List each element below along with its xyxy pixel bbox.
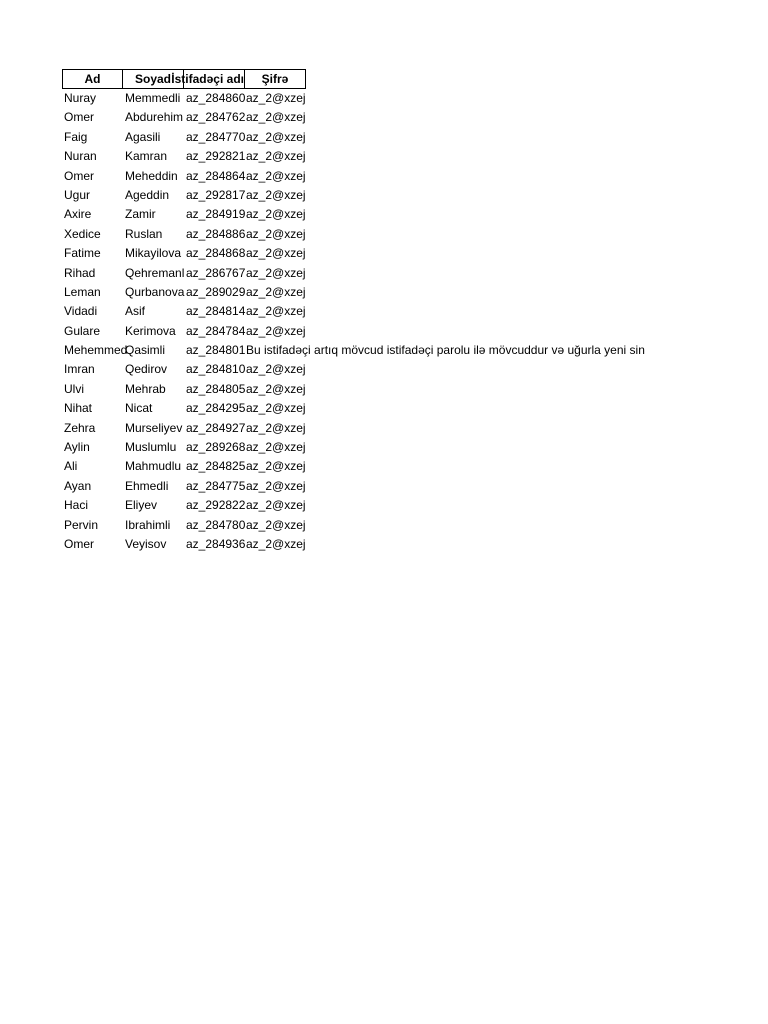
cell-pass[interactable]: az_2@xzej bbox=[246, 207, 306, 222]
cell-soyad[interactable]: Kerimova bbox=[125, 323, 176, 338]
table-row bbox=[62, 225, 762, 244]
cell-pass[interactable]: az_2@xzej bbox=[246, 187, 306, 202]
cell-pass[interactable]: Bu istifadəçi artıq mövcud istifadəçi parolu ilə mövcuddur və uğurla yeni sin bbox=[246, 343, 645, 358]
cell-user[interactable]: az_284814 bbox=[186, 304, 246, 319]
cell-pass[interactable]: az_2@xzej bbox=[246, 478, 306, 493]
table-row bbox=[62, 264, 762, 283]
cell-user[interactable]: az_284780 bbox=[186, 517, 246, 532]
cell-ad[interactable]: Imran bbox=[64, 362, 95, 377]
cell-pass[interactable]: az_2@xzej bbox=[246, 381, 306, 396]
table-row bbox=[62, 419, 762, 438]
cell-user[interactable]: az_284810 bbox=[186, 362, 246, 377]
cell-ad[interactable]: Fatime bbox=[64, 246, 101, 261]
cell-pass[interactable]: az_2@xzej bbox=[246, 536, 306, 551]
table-row bbox=[62, 147, 762, 166]
table-row bbox=[62, 167, 762, 186]
spreadsheet bbox=[62, 69, 762, 554]
cell-soyad[interactable]: Asif bbox=[125, 304, 146, 319]
cell-pass[interactable]: az_2@xzej bbox=[246, 265, 306, 280]
cell-user[interactable]: az_286767 bbox=[186, 265, 246, 280]
cell-soyad[interactable]: Ruslan bbox=[125, 226, 163, 241]
cell-pass[interactable]: az_2@xzej bbox=[246, 246, 306, 261]
table-row bbox=[62, 128, 762, 147]
cell-ad[interactable]: Vidadi bbox=[64, 304, 98, 319]
cell-user[interactable]: az_284860 bbox=[186, 91, 246, 105]
table-row bbox=[62, 457, 762, 476]
table-row bbox=[62, 380, 762, 399]
cell-ad[interactable]: Leman bbox=[64, 284, 101, 299]
header-sifre[interactable]: Şifrə bbox=[245, 69, 306, 89]
cell-user[interactable]: az_284919 bbox=[186, 207, 246, 222]
cell-ad[interactable]: Ulvi bbox=[64, 381, 84, 396]
cell-soyad[interactable]: Ehmedli bbox=[125, 478, 169, 493]
cell-pass[interactable]: az_2@xzej bbox=[246, 304, 306, 319]
cell-pass[interactable]: az_2@xzej bbox=[246, 110, 306, 125]
cell-soyad[interactable]: Mehrab bbox=[125, 381, 166, 396]
cell-pass[interactable]: az_2@xzej bbox=[246, 401, 306, 416]
cell-soyad[interactable]: Memmedli bbox=[125, 91, 181, 105]
table-row bbox=[62, 341, 762, 360]
table-row bbox=[62, 438, 762, 457]
cell-soyad[interactable]: Nicat bbox=[125, 401, 153, 416]
cell-pass[interactable]: az_2@xzej bbox=[246, 129, 306, 144]
cell-ad[interactable]: Faig bbox=[64, 129, 88, 144]
cell-pass[interactable]: az_2@xzej bbox=[246, 284, 306, 299]
cell-soyad[interactable]: Mikayilova bbox=[125, 246, 182, 261]
cell-soyad[interactable]: Ibrahimli bbox=[125, 517, 171, 532]
cell-pass[interactable]: az_2@xzej bbox=[246, 459, 306, 474]
cell-ad[interactable]: Omer bbox=[64, 536, 94, 551]
cell-ad[interactable]: Omer bbox=[64, 168, 94, 183]
cell-user[interactable]: az_284801 bbox=[186, 343, 246, 358]
cell-ad[interactable]: Aylin bbox=[64, 440, 90, 455]
cell-ad[interactable]: Ayan bbox=[64, 478, 92, 493]
cell-user[interactable]: az_284775 bbox=[186, 478, 246, 493]
table-row bbox=[62, 302, 762, 321]
cell-pass[interactable]: az_2@xzej bbox=[246, 149, 306, 164]
table-row bbox=[62, 399, 762, 418]
cell-soyad[interactable]: Qedirov bbox=[125, 362, 168, 377]
cell-user[interactable]: az_289029 bbox=[186, 284, 246, 299]
cell-ad[interactable]: Mehemmed bbox=[64, 343, 128, 358]
cell-soyad[interactable]: Qurbanova bbox=[125, 284, 185, 299]
header-istifadeci-adi[interactable]: İstifadəçi adı bbox=[184, 69, 245, 89]
cell-soyad[interactable]: Zamir bbox=[125, 207, 156, 222]
cell-soyad[interactable]: Muslumlu bbox=[125, 440, 177, 455]
cell-soyad[interactable]: Kamran bbox=[125, 149, 168, 164]
header-ad[interactable]: Ad bbox=[62, 69, 123, 89]
cell-soyad[interactable]: Abdurehim bbox=[125, 110, 184, 125]
cell-ad[interactable]: Axire bbox=[64, 207, 92, 222]
cell-pass[interactable]: az_2@xzej bbox=[246, 498, 306, 513]
table-row bbox=[62, 108, 762, 127]
table-row bbox=[62, 496, 762, 515]
cell-soyad[interactable]: Ageddin bbox=[125, 187, 170, 202]
table-row bbox=[62, 360, 762, 379]
table-row bbox=[62, 186, 762, 205]
cell-soyad[interactable]: Qehremanl bbox=[125, 265, 185, 280]
cell-user[interactable]: az_284864 bbox=[186, 168, 246, 183]
cell-user[interactable]: az_292821 bbox=[186, 149, 246, 164]
table-row bbox=[62, 477, 762, 496]
cell-pass[interactable]: az_2@xzej bbox=[246, 226, 306, 241]
cell-pass[interactable]: az_2@xzej bbox=[246, 323, 306, 338]
cell-soyad[interactable]: Agasili bbox=[125, 129, 161, 144]
table-row bbox=[62, 535, 762, 554]
cell-ad[interactable]: Zehra bbox=[64, 420, 96, 435]
cell-ad[interactable]: Xedice bbox=[64, 226, 101, 241]
cell-soyad[interactable]: Veyisov bbox=[125, 536, 167, 551]
cell-ad[interactable]: Nuray bbox=[64, 91, 97, 105]
header-row bbox=[62, 69, 762, 89]
cell-user[interactable]: az_284770 bbox=[186, 129, 246, 144]
cell-user[interactable]: az_284295 bbox=[186, 401, 246, 416]
cell-user[interactable]: az_284805 bbox=[186, 381, 246, 396]
cell-user[interactable]: az_284825 bbox=[186, 459, 246, 474]
cell-soyad[interactable]: Meheddin bbox=[125, 168, 178, 183]
table-row bbox=[62, 516, 762, 535]
table-row bbox=[62, 89, 762, 108]
cell-user[interactable]: az_292822 bbox=[186, 498, 246, 513]
table-row bbox=[62, 244, 762, 263]
header-soyad[interactable]: Soyad bbox=[123, 69, 184, 89]
cell-pass[interactable]: az_2@xzej bbox=[246, 168, 306, 183]
cell-user[interactable]: az_284784 bbox=[186, 323, 246, 338]
table-row bbox=[62, 283, 762, 302]
cell-ad[interactable]: Omer bbox=[64, 110, 94, 125]
table-row bbox=[62, 205, 762, 224]
cell-user[interactable]: az_289268 bbox=[186, 440, 246, 455]
cell-user[interactable]: az_284868 bbox=[186, 246, 246, 261]
cell-ad[interactable]: Ali bbox=[64, 459, 78, 474]
cell-user[interactable]: az_292817 bbox=[186, 187, 246, 202]
cell-ad[interactable]: Nuran bbox=[64, 149, 97, 164]
cell-user[interactable]: az_284927 bbox=[186, 420, 246, 435]
cell-soyad[interactable]: Mahmudlu bbox=[125, 459, 182, 474]
cell-soyad[interactable]: Qasimli bbox=[125, 343, 166, 358]
cell-user[interactable]: az_284762 bbox=[186, 110, 246, 125]
cell-soyad[interactable]: Eliyev bbox=[125, 498, 158, 513]
cell-pass[interactable]: az_2@xzej bbox=[246, 440, 306, 455]
cell-soyad[interactable]: Murseliyev bbox=[125, 420, 183, 435]
cell-pass[interactable]: az_2@xzej bbox=[246, 91, 306, 105]
cell-ad[interactable]: Gulare bbox=[64, 323, 101, 338]
cell-pass[interactable]: az_2@xzej bbox=[246, 420, 306, 435]
cell-pass[interactable]: az_2@xzej bbox=[246, 362, 306, 377]
cell-user[interactable]: az_284936 bbox=[186, 536, 246, 551]
cell-ad[interactable]: Haci bbox=[64, 498, 89, 513]
cell-pass[interactable]: az_2@xzej bbox=[246, 517, 306, 532]
cell-user[interactable]: az_284886 bbox=[186, 226, 246, 241]
cell-ad[interactable]: Rihad bbox=[64, 265, 96, 280]
table-body bbox=[62, 89, 762, 554]
cell-ad[interactable]: Ugur bbox=[64, 187, 91, 202]
table-row bbox=[62, 322, 762, 341]
cell-ad[interactable]: Nihat bbox=[64, 401, 93, 416]
cell-ad[interactable]: Pervin bbox=[64, 517, 99, 532]
